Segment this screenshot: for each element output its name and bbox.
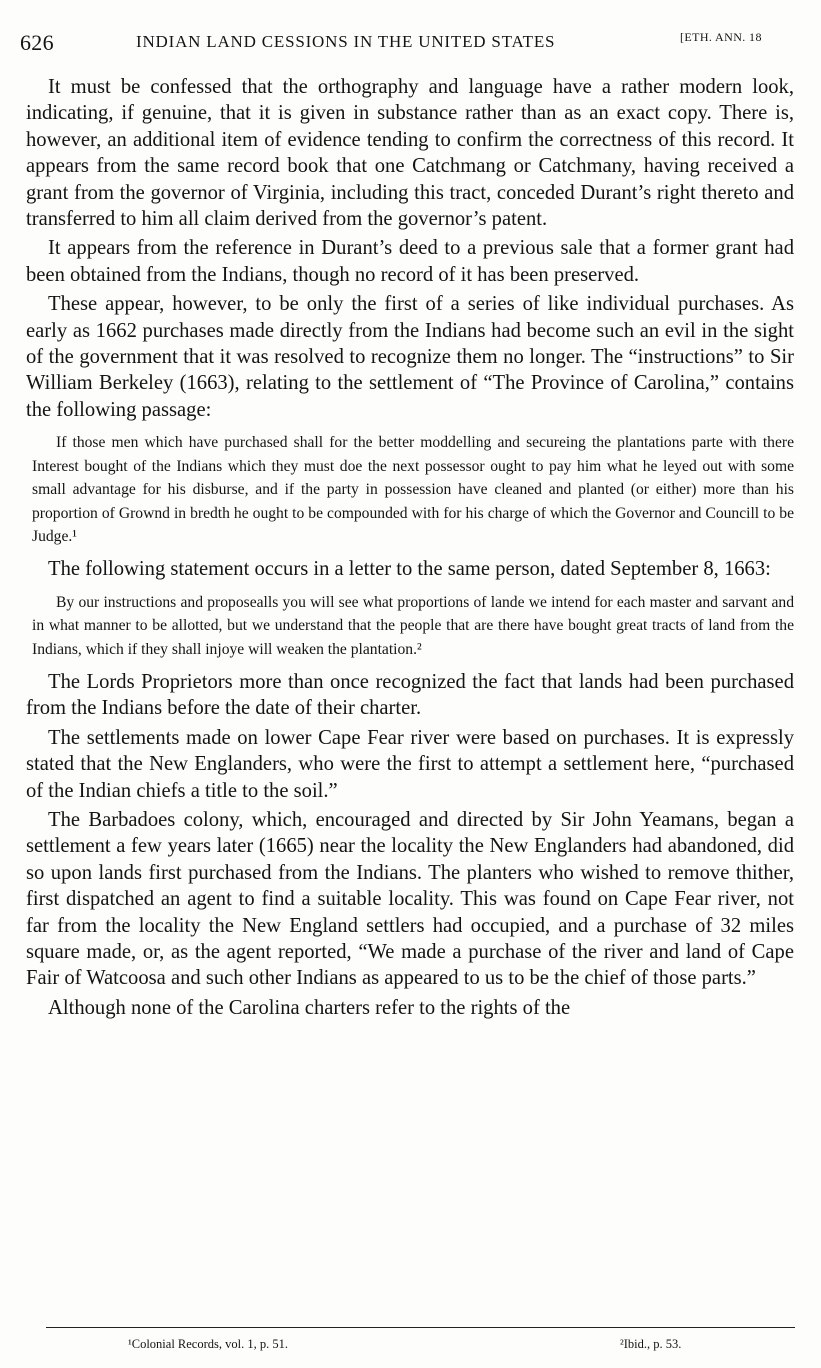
footnote-divider (46, 1327, 795, 1328)
page-number: 626 (20, 30, 54, 55)
block-quote: If those men which have purchased shall for the better moddelling and secureing the plantations parte with there Interest bought of the Indians which they must doe the next possessor ought to pay him what he leyed out with some small advantage for his disburse, and if the party in possession have cleaned and planted (or either) more than his proportion of Grownd in bredth he ought to be compounded with for his charge of which the Governor and Councill to be Judge.¹ (32, 434, 794, 545)
paragraph: It must be confessed that the orthography and language have a rather modern look, indicating, if genuine, that it is given in substance rather than as an exact copy. There is, however, an additional item of evidence tending to confirm the correctness of this record. It appears from the same record book that one Catchmang or Catchmany, having received a grant from the governor of Virginia, including this tract, conceded Durant’s right thereto and transferred to him all claim derived from the governor’s patent. (26, 76, 794, 231)
footnote: ²Ibid., p. 53. (620, 1337, 682, 1351)
footnote: ¹Colonial Records, vol. 1, p. 51. (128, 1337, 288, 1351)
paragraph: Although none of the Carolina charters refer to the rights of the (48, 996, 571, 1019)
main-text (26, 74, 794, 1021)
footnotes (128, 1337, 728, 1357)
paragraph: The following statement occurs in a letter to the same person, dated September 8, 1663: (48, 558, 771, 581)
paragraph: The Lords Proprietors more than once recognized the fact that lands had been purchased from the Indians before the date of their charter. (26, 670, 794, 720)
running-title: INDIAN LAND CESSIONS IN THE UNITED STATES (136, 32, 556, 51)
running-header (20, 28, 790, 56)
paragraph: These appear, however, to be only the first of a series of like individual purchases. As early as 1662 purchases made directly from the Indians had become such an evil in the sight of the government that it was resolved to recognize them no longer. The “instructions” to Sir William Berkeley (1663), relating to the settlement of “The Province of Carolina,” contains the following passage: (26, 293, 794, 421)
report-tag: [ETH. ANN. 18 (680, 30, 762, 44)
paragraph: It appears from the reference in Durant’s deed to a previous sale that a former grant had been obtained from the Indians, though no record of it has been preserved. (26, 237, 794, 286)
paragraph: The Barbadoes colony, which, encouraged and directed by Sir John Yeamans, began a settlement a few years later (1665) near the locality the New Englanders had abandoned, did so upon lands first purchased from the Indians. The planters who wished to remove thither, first dispatched an agent to find a suitable locality. This was found on Cape Fear river, not far from the locality the New England settlers had occupied, and a purchase of 32 miles square made, or, as the agent reported, “We made a purchase of the river and land of Cape Fair of Watcoosa and such other Indians as appeared to us to be the chief of those parts.” (26, 808, 794, 990)
paragraph: The settlements made on lower Cape Fear river were based on purchases. It is expressly stated that the New Englanders, who were the first to attempt a settlement here, “purchased of the Indian chiefs a title to the soil.” (26, 726, 794, 802)
block-quote: By our instructions and proposealls you will see what proportions of lande we intend for each master and sarvant and in what manner to be allotted, but we understand that the people that are there have bought great tracts of land from the Indians, which if they shall injoye will weaken the plantation.² (32, 593, 794, 658)
